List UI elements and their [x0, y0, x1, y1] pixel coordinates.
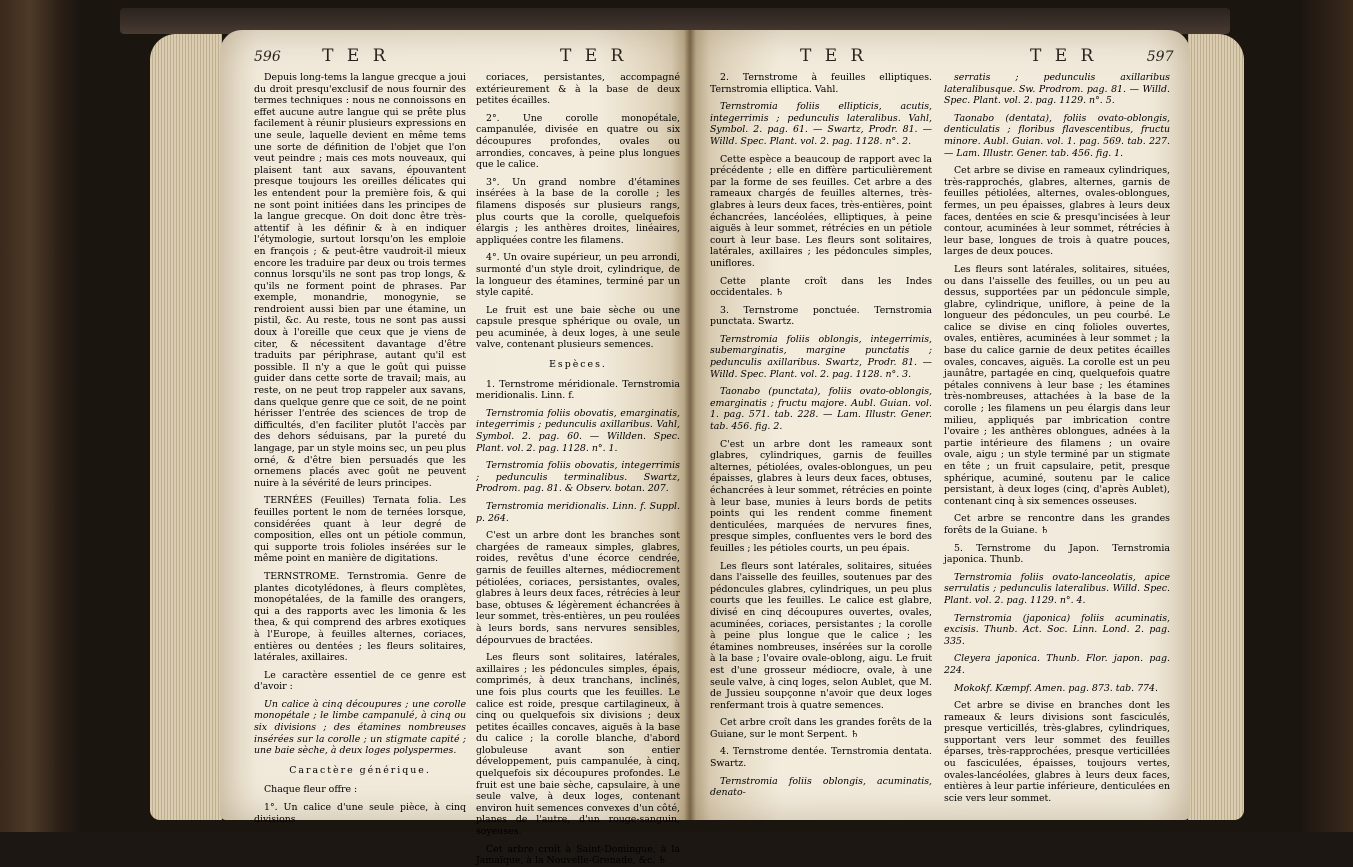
right-page-number: 597 [1146, 49, 1174, 65]
paragraph: Cleyera japonica. Thunb. Flor. japon. pag. 224. [944, 653, 1170, 676]
paragraph: Chaque fleur offre : [264, 784, 358, 796]
column-3 [710, 72, 932, 812]
paragraph: Taonabo (dentata), foliis ovato-oblongis, denticulatis ; floribus flavescentibus, fructu minore. Aubl. Guian. vol. 1. pag. 569. tab. 227. — Lam. Illustr. Gener. tab. 456. fig. 1. [944, 112, 1170, 159]
paragraph: 3°. Un grand nombre d'étamines insérées à la base de la corolle ; les filamens disposés sur plusieurs rangs, plus courts que la corolle, quelquefois élargis ; les anthères droites, linéaires, appliquées contre les filamens. [476, 176, 680, 246]
paragraph: Ternstromia meridionalis. Linn. f. Suppl. p. 264. [476, 501, 680, 524]
paragraph: 4. Ternstrome dentée. Ternstromia dentata. Swartz. [710, 746, 932, 770]
paragraph: Mokokf. Kæmpf. Amen. pag. 873. tab. 774. [954, 682, 1158, 694]
paragraph: coriaces, persistantes, accompagné extérieurement & à la base de deux petites écailles. [476, 72, 680, 107]
right-page-header-right [1030, 46, 1174, 68]
right-page-edges [1188, 34, 1244, 820]
paragraph: Taonabo (punctata), foliis ovato-oblongis, emarginatis ; fructu majore. Aubl. Guian. vol. 1. pag. 571. tab. 228. — Lam. Illustr. Gener. tab. 456. fig. 2. [710, 386, 932, 433]
paragraph: Ternstromia foliis ellipticis, acutis, integerrimis ; pedunculis lateralibus. Vahl, Symbol. 2. pag. 61. — Swartz, Prodr. 81. — Willd. Spec. Plant. vol. 2. pag. 1128. n°. 2. [710, 101, 932, 147]
paragraph: serratis ; pedunculis axillaribus lateralibusque. Sw. Prodrom. pag. 81. — Willd. Spec. Plant. vol. 2. pag. 1129. n°. 5. [944, 72, 1170, 107]
paragraph: C'est un arbre dont les branches sont chargées de rameaux simples, glabres, roides, revêtus d'une écorce cendrée, garnis de feuilles alternes, médiocrement pétiolées, coriaces, persistantes, ovales, glabres à leurs deux faces, rétrécies à leur base, obtuses & légèrement échancrées à leur sommet, très-entières, un peu roulées à leurs bords, sans nervures sensibles, dépourvues de bractées. [476, 530, 680, 646]
paragraph: Le fruit est une baie sèche ou une capsule presque sphérique ou ovale, un peu acuminée, à deux loges, à une seule valve, contenant plusieurs semences. [476, 304, 680, 351]
paragraph: Ternstromia foliis ovato-lanceolatis, apice serrulatis ; pedunculis lateralibus. Willd. Spec. Plant. vol. 2. pag. 1129. n°. 4. [944, 571, 1170, 606]
paragraph: TERNÉES (Feuilles) Ternata folia. Les feuilles portent le nom de ternées lorsque, considérées quant à leur degré de composition, elles ont un pétiole commun, qui supporte trois folioles insérées sur le même point en manière de digitations. [254, 495, 466, 565]
paragraph: Les fleurs sont latérales, solitaires, situées dans l'aisselle des feuilles, soutenues par des pédoncules glabres, cylindriques, un peu plus courts que les feuilles. Le calice est glabre, divisé en cinq découpures ouvertes, ovales, acuminées, coriaces, persistantes ; la corolle à peine plus longue que le calice ; les étamines nombreuses, insérées sur la corolle à la base ; l'ovaire ovale-oblong, aigu. Le fruit est d'une grosseur médiocre, ovale, à une seule valve, à cinq loges, selon Aublet, que M. de Jussieu soupçonne n'avoir que deux loges renfermant trois à quatre semences. [710, 560, 932, 711]
paragraph: Ternstromia foliis obovatis, integerrimis ; pedunculis terminalibus. Swartz, Prodrom. pag. 81. & Observ. botan. 207. [476, 460, 680, 495]
paragraph: Cette espèce a beaucoup de rapport avec la précédente ; elle en diffère particulièrement par la forme de ses feuilles. Cet arbre a des rameaux chargés de feuilles alternes, très-glabres à leurs deux faces, très-entières, point échancrées, lancéolées, elliptiques, à peine aiguës à leur sommet, rétrécies en un pétiole court à leur base. Les fleurs sont solitaires, latérales, axillaires ; les pédoncules simples, uniflores. [710, 153, 932, 269]
left-running-head-2: T E R [560, 46, 628, 66]
paragraph: Cet arbre croît dans les grandes forêts de la Guiane, sur le mont Serpent. ♄ [710, 717, 932, 740]
paragraph: Un calice à cinq découpures ; une corolle monopétale ; le limbe campanulé, à cinq ou six divisions ; des étamines nombreuses insérées sur la corolle ; un stigmate capité ; une baie sèche, à deux loges polyspermes. [254, 698, 466, 757]
column-4 [944, 72, 1170, 812]
paragraph: Cet arbre se divise en rameaux cylindriques, très-rapprochés, glabres, alternes, garnis de feuilles pétiolées, alternes, ovales-oblongues, fermes, un peu épaisses, glabres à leurs deux faces, dentées en scie & presqu'incisées à leur contour, acuminées à leur sommet, rétrécies à leur base, longues de trois à quatre pouces, larges de deux pouces. [944, 165, 1170, 258]
left-running-head-1: T E R [322, 46, 390, 66]
left-page-number: 596 [254, 49, 281, 65]
paragraph: Cet arbre se divise en branches dont les rameaux & leurs divisions sont fasciculés, presque verticillés, très-glabres, cylindriques, supportant vers leur sommet des feuilles éparses, très-rapprochées, presque verticillées ou fasciculées, épaisses, toujours vertes, ovales-lancéolées, glabres à leurs deux faces, entières à leur partie inférieure, denticulées en scie vers leur sommet. [944, 700, 1170, 804]
paragraph: Le caractère essentiel de ce genre est d'avoir : [254, 669, 466, 693]
left-page-header-left [254, 46, 390, 68]
book-gutter [684, 30, 696, 820]
paragraph: Les fleurs sont latérales, solitaires, situées, ou dans l'aisselle des feuilles, ou un peu au dessus, supportées par un pédoncule simple, glabre, cylindrique, uniflore, à peine de la longueur des pédoncules, un peu courbé. Le calice se divise en cinq folioles ouvertes, ovales, entières, acuminées à leur sommet ; la base du calice garnie de deux petites écailles ovales, concaves, aiguës. La corolle est un peu jaunâtre, partagée en cinq, quelquefois quatre pétales connivens à leur base ; les étamines très-nombreuses, attachées à la base de la corolle ; les filamens un peu élargis dans leur milieu, appliqués par imbrication contre l'ovaire ; les anthères oblongues, adnées à la partie intérieure des filamens ; un ovaire ovale, aigu ; un style terminé par un stigmate en tête ; un fruit capsulaire, petit, presque sphérique, acuminé, soutenu par le calice persistant, à deux loges (cinq, d'après Aublet), contenant cinq à six semences osseuses. [944, 263, 1170, 507]
paragraph: 2°. Une corolle monopétale, campanulée, divisée en quatre ou six découpures profondes, ovales ou arrondies, concaves, à peine plus longues que le calice. [476, 112, 680, 171]
paragraph: Les fleurs sont solitaires, latérales, axillaires ; les pédoncules simples, épais, comprimés, à deux tranchans, inclinés, une fois plus courts que les feuilles. Le calice est roide, presque cartilagineux, à cinq ou quelquefois six divisions ; deux petites écailles concaves, aiguës à la base du calice ; la corolle blanche, d'abord globuleuse avant son entier développement, puis campanulée, à cinq, quelquefois six découpures profondes. Le fruit est une baie sèche, capsulaire, à une seule valve, à deux loges, contenant environ huit semences convexes d'un côté, planes de l'autre, d'un rouge-sanguin, soyeuses. [476, 652, 680, 838]
column-2 [476, 72, 680, 867]
paragraph: Depuis long-tems la langue grecque a joui du droit presqu'exclusif de nous fournir des termes techniques : nous ne connoissons en effet aucune autre langue qui se prête plus facilement à réunir plusieurs expressions en une seule, laquelle devient en même tems une sorte de définition de l'objet que l'on veut peindre ; mais ces mots nouveaux, qui plaisent tant aux savans, épouvantent presque toujours les oreilles délicates qui les entendent pour la première fois, & qui ne sont point initiées dans les principes de la langue grecque. On doit donc être très-attentif à les définir & à en indiquer l'étymologie, surtout lorsqu'on les emploie en françois ; & peut-être vaudroit-il mieux encore les traduire par deux ou trois termes connus lorsqu'ils ne sont pas trop longs, & qu'ils ne forment point de phrases. Par exemple, monandrie, monogynie, se rendroient aussi bien par une étamine, un pistil, &c. Au reste, tous ne sont pas aussi doux à l'oreille que ceux que je viens de citer, & nécessitent davantage d'être traduits par périphrase, autant qu'il est possible. Il n'y a que le goût qui puisse guider dans cette sorte de travail; mais, au reste, on ne peut trop rappeler aux savans, dans quelque genre que ce soit, de ne point hérisser l'entrée des sciences de trop de difficultés, d'en faciliter plutôt l'accès par des dehors séduisans, par la pureté du langage, par un style moins sec, un peu plus orné, & d'être bien persuadés que les ornemens placés avec goût ne peuvent nuire à la sévérité de leurs principes. [254, 72, 466, 489]
paragraph: 1°. Un calice d'une seule pièce, à cinq divisions [254, 802, 466, 825]
left-page-edges [150, 34, 222, 820]
paragraph: Ternstromia foliis oblongis, integerrimis, subemarginatis, margine punctatis ; pedunculis axillaribus. Swartz, Prodr. 81. — Willd. Spec. Plant. vol. 2. pag. 1128. n°. 3. [710, 333, 932, 380]
paragraph: Caractère générique. [289, 764, 431, 776]
paragraph: Espèces. [549, 359, 607, 371]
paragraph: Cette plante croît dans les Indes occidentales. ♄ [710, 275, 932, 299]
column-1 [254, 72, 466, 825]
paragraph: 2. Ternstrome à feuilles elliptiques. Ternstromia elliptica. Vahl. [710, 72, 932, 95]
paragraph: Cet arbre croît à Saint-Domingue, à la Jamaïque, à la Nouvelle-Grenade, &c. ♄ [476, 843, 680, 867]
paragraph: 5. Ternstrome du Japon. Ternstromia japonica. Thunb. [944, 542, 1170, 566]
paragraph: TERNSTROME. Ternstromia. Genre de plantes dicotylédones, à fleurs complètes, monopétalées, de la famille des orangers, qui a des rapports avec les limonia & les thea, & qui comprend des arbres exotiques à l'Europe, à feuilles alternes, coriaces, entières ou dentées ; les fleurs solitaires, latérales, axillaires. [254, 570, 466, 664]
paragraph: Ternstromia (japonica) foliis acuminatis, excisis. Thunb. Act. Soc. Linn. Lond. 2. pag. 335. [944, 612, 1170, 647]
paragraph: 1. Ternstrome méridionale. Ternstromia meridionalis. Linn. f. [476, 378, 680, 402]
paragraph: 4°. Un ovaire supérieur, un peu arrondi, surmonté d'un style droit, cylindrique, de la longueur des étamines, terminé par un style capité. [476, 252, 680, 299]
paragraph: Ternstromia foliis obovatis, emarginatis, integerrimis ; pedunculis axillaribus. Vahl, Symbol. 2. pag. 60. — Willden. Spec. Plant. vol. 2. pag. 1128. n°. 1. [476, 407, 680, 454]
right-running-head-2: T E R [1030, 46, 1098, 66]
paragraph: 3. Ternstrome ponctuée. Ternstromia punctata. Swartz. [710, 304, 932, 328]
paragraph: Cet arbre se rencontre dans les grandes forêts de la Guiane. ♄ [944, 513, 1170, 536]
paragraph: C'est un arbre dont les rameaux sont glabres, cylindriques, garnis de feuilles alternes, pétiolées, ovales-oblongues, un peu épaisses, glabres à leurs deux faces, obtuses, échancrées à leur sommet, rétrécies en pointe à leur base, munies à leurs bords de petits points qui les rendent comme finement denticulées, marquées de nervures fines, presque simples, confluentes vers le bord des feuilles ; les pétioles courts, un peu épais. [710, 438, 932, 554]
right-running-head-1: T E R [800, 46, 868, 66]
paragraph: Ternstromia foliis oblongis, acuminatis, denato- [710, 775, 932, 799]
